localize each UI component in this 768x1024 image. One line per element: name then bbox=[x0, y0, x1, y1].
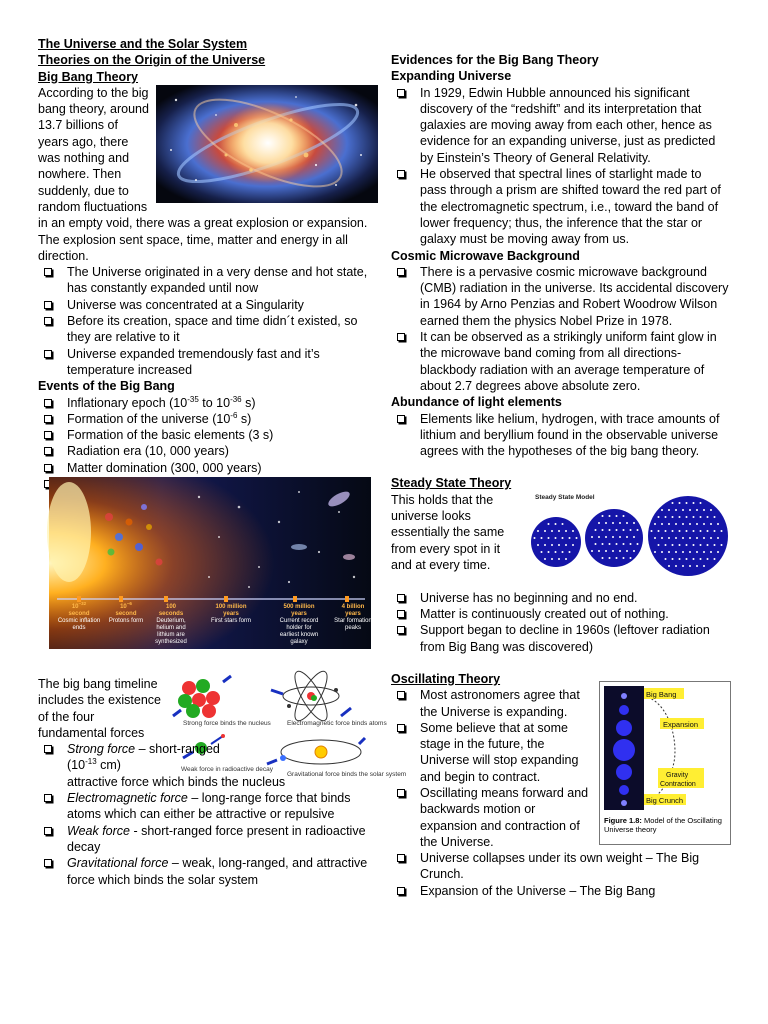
list-item: Matter domination (300, 000 years) bbox=[38, 460, 378, 476]
steady-intro: This holds that the universe looks essentially the same from every spot in it and at every time. bbox=[391, 492, 505, 572]
cmb-bullets bbox=[391, 264, 731, 394]
abundance-heading: Abundance of light elements bbox=[391, 395, 562, 410]
svg-text:Electromagnetic force binds at: Electromagnetic force binds atoms bbox=[287, 720, 387, 727]
list-item: Most astronomers agree that the Universe is expanding. bbox=[391, 687, 731, 720]
svg-text:Gravity: Gravity bbox=[666, 772, 689, 780]
figure-caption: Figure 1.8: Model of the Oscillating Universe theory bbox=[604, 816, 722, 835]
steady-state-model-image bbox=[519, 490, 731, 590]
list-item: Inflationary epoch ($10^{-35}$ to $10^{-36}$ s) bbox=[38, 395, 378, 411]
list-item: Universe expanded tremendously fast and it’s temperature increased bbox=[38, 346, 378, 379]
forces-intro: The big bang timeline includes the existence of the four fundamental forces bbox=[38, 677, 161, 740]
right-column bbox=[391, 52, 731, 899]
svg-text:Big Bang: Big Bang bbox=[646, 690, 677, 700]
steady-block bbox=[391, 492, 731, 590]
list-item: Support began to decline in 1960s (leftover radiation from Big Bang was discovered) bbox=[391, 622, 731, 655]
timeline-label: 100 seconds Deuterium, helium and lithium are synthesized bbox=[155, 604, 187, 645]
list-item: Formation of the basic elements (3 s) bbox=[38, 427, 378, 443]
list-item: Weak force - short-ranged force present in radioactive decay bbox=[38, 823, 378, 856]
list-item: The Universe originated in a very dense and hot state, has constantly expanded until now bbox=[38, 264, 378, 297]
list-item: Matter is continuously created out of nothing. bbox=[391, 606, 731, 622]
oscillating-heading: Oscillating Theory bbox=[391, 671, 501, 686]
list-item: Formation of the universe ($10^{-6}$ s) bbox=[38, 411, 378, 427]
steady-heading: Steady State Theory bbox=[391, 476, 512, 491]
list-item: It can be observed as a strikingly uniform faint glow in the microwave band coming from all directions-blackbody radiation with an average temperature of about 2.7 degrees above absolute zero. bbox=[391, 329, 731, 394]
list-item: Universe was concentrated at a Singularity bbox=[38, 297, 378, 313]
big-bang-timeline-image bbox=[49, 477, 371, 649]
nucleus-icon bbox=[178, 679, 220, 718]
oscillating-bullets-cont bbox=[391, 850, 731, 899]
list-item: Oscillating means forward and backwards motion or expansion and contraction of the Universe. bbox=[391, 785, 731, 850]
list-item: Universe collapses under its own weight – The Big Crunch. bbox=[391, 850, 731, 883]
list-item: Before its creation, space and time didn´t existed, so they are relative to it bbox=[38, 313, 378, 346]
svg-text:Expansion: Expansion bbox=[663, 720, 699, 730]
big-bang-heading: Big Bang Theory bbox=[38, 69, 139, 84]
big-bang-intro: According to the big bang theory, around 13.7 billions of years ago, there was nothing and nowhere. Then suddenly, due to random fluctuations in an empty void, there was a great explosion or expansion. The explosion sent space, time, matter and energy in all direction. bbox=[38, 85, 368, 263]
expanding-heading: Expanding Universe bbox=[391, 69, 512, 84]
svg-text:Strong force binds the nucleus: Strong force binds the nucleus bbox=[183, 720, 271, 727]
list-item: In 1929, Edwin Hubble announced his significant discovery of the “redshift” and its interpretation that galaxies are moving away from each other, hence as evidence for an expanding universe, just as predicted by Einstein’s Theory of General Relativity. bbox=[391, 85, 731, 166]
timeline-label: 100 million years First stars form bbox=[211, 604, 251, 624]
svg-text:Weak force in radioactive deca: Weak force in radioactive decay bbox=[181, 766, 274, 773]
steady-bullets bbox=[391, 590, 731, 655]
svg-text:Steady State Model: Steady State Model bbox=[535, 493, 595, 501]
list-item: Strong force – short-ranged ($10^{-13}$ cm) attractive force which binds the nucleus bbox=[38, 741, 378, 790]
forces-list bbox=[38, 741, 378, 888]
list-item: Gravitational force – weak, long-ranged, and attractive force which binds the solar system bbox=[38, 855, 378, 888]
events-heading: Events of the Big Bang bbox=[38, 379, 175, 394]
list-item: Some believe that at some stage in the future, the Universe will stop expanding and begin to contract. bbox=[391, 720, 731, 785]
timeline-label: 500 million years Current record holder for earliest known galaxy bbox=[279, 604, 319, 645]
timeline-label: $10^{-6}$ second Protons form bbox=[108, 601, 144, 624]
list-item: There is a pervasive cosmic microwave background (CMB) radiation in the universe. Its accidental discovery in 1964 by Arno Penzias and Robert Woodrow Wilson earned them the physics Nobel Prize in 1978. bbox=[391, 264, 731, 329]
svg-text:Big Crunch: Big Crunch bbox=[646, 796, 684, 806]
list-item: Expansion of the Universe – The Big Bang bbox=[391, 883, 731, 899]
timeline-label: $10^{-32}$ second Cosmic inflation ends bbox=[57, 601, 101, 631]
abundance-bullets bbox=[391, 411, 731, 460]
svg-text:Contraction: Contraction bbox=[660, 781, 696, 789]
big-bang-bullets bbox=[38, 264, 378, 378]
left-column bbox=[38, 36, 407, 887]
oscillating-bullets bbox=[391, 687, 731, 850]
list-item: Universe has no beginning and no end. bbox=[391, 590, 731, 606]
theories-heading: Theories on the Origin of the Universe bbox=[38, 53, 266, 68]
list-item: He observed that spectral lines of starlight made to pass through a prism are shifted toward the red part of the electromagnetic spectrum, i.e., toward the band of lower frequency; thus, the inference that the star or galaxy must be moving away from us. bbox=[391, 166, 731, 247]
big-bang-explosion-image bbox=[156, 85, 378, 203]
document-title: The Universe and the Solar System bbox=[38, 37, 248, 51]
list-item: Radiation era (10, 000 years) bbox=[38, 443, 378, 459]
timeline-label: 4 billion years Star formation peaks bbox=[334, 604, 372, 631]
forces-section bbox=[38, 676, 407, 888]
svg-text:Gravitational force binds the: Gravitational force binds the solar system bbox=[287, 771, 407, 778]
list-item: Elements like helium, hydrogen, with trace amounts of lithium and beryllium found in the observable universe agrees with the hypotheses of the big bang theory. bbox=[391, 411, 731, 460]
cmb-heading: Cosmic Microwave Background bbox=[391, 248, 580, 263]
list-item: Electromagnetic force – long-range force that binds atoms which can either be attractive or repulsive bbox=[38, 790, 378, 823]
oscillating-block bbox=[391, 687, 731, 899]
evidences-heading: Evidences for the Big Bang Theory bbox=[391, 53, 599, 67]
expanding-bullets bbox=[391, 85, 731, 248]
